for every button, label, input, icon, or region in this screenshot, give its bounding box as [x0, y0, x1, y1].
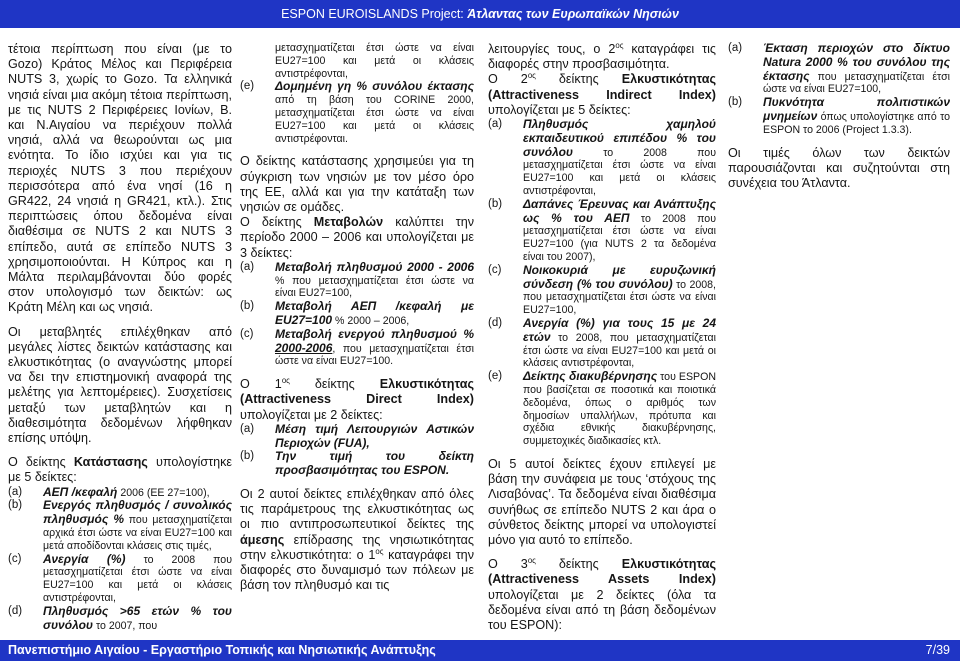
list-label: (a): [240, 422, 255, 435]
text-run: υπολογίζεται με 2 δείκτες:: [240, 407, 383, 422]
emphasized-text: Δείκτης διακυβέρνησης: [523, 369, 658, 384]
paragraph: [488, 42, 716, 72]
text-run: το 2008, που μετασχηματίζεται έτσι ώστε να είναι EU27=100 και μετά οι κλάσεις αντιστρέφονται,: [523, 331, 716, 370]
list-label: (c): [488, 263, 502, 276]
text-run: καταγράφει την διαφορές στο δυναμισμό των πόλεων με βάση τον πληθυσμό και τις: [240, 547, 474, 593]
emphasized-text: Πληθυσμός χαμηλού εκπαιδευτικού επιπέδου % του συνόλου: [523, 117, 716, 159]
text-run: Οι 2 αυτοί δείκτες επιλέχθηκαν από όλες τις παράμετρους της ελκυστικότητας ως οι πιο αντιπροσωπευτικοί δείκτες της: [240, 486, 474, 532]
list-item: [240, 423, 474, 451]
header-bar: [0, 0, 960, 28]
emphasized-text: Ελκυστικότητας (Attractiveness Direct Index): [240, 377, 474, 407]
list-item: [728, 96, 950, 136]
text-run: υπολογίστηκε με 5 δείκτες:: [8, 455, 232, 485]
text-run: Ο δείκτης κατάστασης χρησιμεύει για τη σύγκριση των νησιών με τον μέσο όρο της ΕΕ, αλλά και για την κατάταξη των νησιών σε ομάδες.: [240, 154, 474, 214]
list-item: [488, 198, 716, 264]
text-run: μετασχηματίζεται έτσι ώστε να είναι EU27=100 και μετά οι κλάσεις αντιστρέφονται,: [275, 42, 474, 80]
text-run: που μετασχηματίζεται έτσι ώστε να είναι EU27=100,: [763, 70, 950, 96]
list-label: (e): [240, 80, 255, 93]
emphasized-text: Ανεργία (%) για τους 15 με 24 ετών: [523, 315, 716, 344]
text-run: υπολογίζεται με 5 δείκτες:: [488, 102, 631, 117]
list-item: [240, 80, 474, 145]
text-column-4: [728, 42, 950, 638]
text-run: Οι τιμές όλων των δεικτών παρουσιάζονται και συζητούνται στη συνέχεια του Άτλαντα.: [728, 145, 950, 190]
list-item: [728, 42, 950, 96]
list-item: [8, 605, 232, 633]
emphasized-text: Δαπάνες Έρευνας και Ανάπτυξης ως % του ΑΕΠ: [523, 196, 716, 225]
ordinal-suffix: ος: [375, 546, 384, 556]
paragraph: [240, 377, 474, 423]
text-run: Ο 2: [488, 72, 528, 87]
paragraph: [8, 325, 232, 447]
emphasized-text: Μεταβολή πληθυσμού 2000 - 2006: [275, 259, 474, 274]
emphasized-text: Έκταση περιοχών στο δίκτυο Natura 2000 % του συνόλου της έκτασης: [763, 42, 950, 83]
text-run: λειτουργίες τους, ο 2: [488, 42, 616, 56]
text-run: το 2008 που μετασχηματίζεται έτσι ώστε να είναι EU27=100 και μετά οι κλάσεις αντιστρέφονται,: [43, 553, 232, 605]
list-item-continuation: [240, 42, 474, 80]
emphasized-text: Μεταβολών: [313, 215, 384, 230]
paragraph: [728, 146, 950, 192]
list-label: (b): [8, 499, 23, 512]
text-run: υπολογίζεται με 2 δείκτες (όλα τα δεδομένα είναι από τη βάση δεδομένων του ESPON):: [488, 587, 716, 632]
text-run: Ο 3: [488, 557, 528, 572]
page-number: 7/39: [925, 643, 950, 657]
list-label: (b): [240, 300, 255, 313]
list-item: [8, 486, 232, 500]
emphasized-text: Ανεργία (%): [43, 551, 126, 566]
paragraph: [8, 42, 232, 316]
emphasized-text: Πυκνότητα πολιτιστικών μνημείων: [763, 95, 950, 123]
emphasized-text: Νοικοκυριά με ευρυζωνική σύνδεση (% του συνόλου): [523, 262, 716, 291]
emphasized-text: Πληθυσμός >65 ετών % του συνόλου: [43, 603, 232, 632]
text-column-3: [488, 42, 716, 638]
list-item: [240, 328, 474, 368]
text-run: Οι 5 αυτοί δείκτες έχουν επιλεγεί με βάση την συνάφεια με τους ‘στόχους της Λισαβόνας’. Τα δεδομένα είναι διαθέσιμα συνήθως σε επίπεδο NUTS 2 και άρα ο σύνθετος δείκτης μπορεί να υπολογιστεί μόνο για αυτό το επίπεδο.: [488, 456, 716, 547]
list-label: (b): [240, 450, 255, 463]
text-run: επίδρασης της νησιωτικότητας στην ελκυστικότητα: ο 1: [240, 532, 474, 562]
ordinal-suffix: ος: [527, 555, 536, 565]
footer-bar: [0, 640, 960, 661]
list-item: [240, 450, 474, 478]
list-label: (a): [240, 260, 255, 273]
text-run: Ο δείκτης: [240, 215, 314, 230]
paragraph: [488, 72, 716, 118]
emphasized-text: Μεταβολή ενεργού πληθυσμού %: [275, 326, 474, 341]
text-run: % που μετασχηματίζεται έτσι ώστε να είναι EU27=100,: [275, 274, 474, 300]
text-run: καλύπτει την περίοδο 2000 – 2006 και υπολογίζεται με 3 δείκτες:: [240, 215, 474, 260]
text-run: % 2000 – 2006,: [332, 314, 410, 327]
list-label: (d): [8, 604, 23, 617]
emphasized-text: άμεσης: [240, 532, 285, 547]
list-item: [488, 264, 716, 317]
emphasized-text: Ενεργός πληθυσμός / συνολικός πληθυσμός %: [43, 498, 232, 527]
text-run: το 2008, που μετασχηματίζεται έτσι ώστε να είναι EU27=100,: [523, 278, 716, 317]
ordinal-suffix: ος: [527, 71, 536, 81]
ordinal-suffix: ος: [281, 375, 290, 385]
text-run: καταγράφει τις διαφορές στην προσβασιμότητα.: [488, 42, 716, 72]
list-item: [488, 370, 716, 448]
list-label: (c): [8, 552, 22, 565]
emphasized-text: Την τιμή του δείκτη προσβασιμότητας του ESPON.: [275, 449, 474, 478]
emphasized-text: Μέση τιμή Λειτουργιών Αστικών Περιοχών (FUA),: [275, 421, 474, 450]
list-item: [8, 499, 232, 552]
footer-institution: Πανεπιστήμιο Αιγαίου - Εργαστήριο Τοπικής και Νησιωτικής Ανάπτυξης: [8, 643, 436, 657]
text-run: το 2008 που μετασχηματίζεται έτσι ώστε να είναι EU27=100 και μετά οι κλάσεις αντιστρέφονται,: [523, 146, 716, 197]
text-run: το 2008 που μετασχηματίζεται έτσι ώστε να είναι EU27=100 (για NUTS 2 τα δεδομένα είναι του 2007),: [523, 212, 716, 263]
text-run: δείκτης: [535, 72, 622, 87]
list-label: (d): [488, 316, 503, 329]
list-label: (b): [728, 96, 743, 109]
list-item: [488, 317, 716, 370]
paragraph: [240, 154, 474, 215]
list-item: [8, 553, 232, 605]
list-item: [240, 300, 474, 328]
paragraph: [8, 455, 232, 485]
text-run: όπως υπολογίστηκε από το ESPON το 2006 (Project 1.3.3).: [763, 110, 950, 136]
text-run: το 2007, που: [93, 619, 158, 632]
paragraph: [240, 215, 474, 261]
emphasized-text: Κατάστασης: [73, 455, 148, 470]
text-run: τέτοια περίπτωση που είναι (με το Gozo) Κράτος Μέλος και Περιφέρεια NUTS 3, χωρίς το Gozo. Τα ελληνικά νησιά είναι μια ακόμη τέτοια περίπτωση, με τις NUTS 2 Περιφέρειες Ιονίων, Β. και N.Αιγαίου να περιέχουν πολλά νησιά, αλλά να θεωρούνται ως μια ενότητα. Το ίδιο ισχύει και για τις περιοχές NUTS 3 που περιέχουν περισσότερα από ένα νησί (16 η GR422, 24 νησιά η GR421, κτλ.). Στις περιπτώσεις όπου δεδομένα είναι διαθέσιμα σε NUTS 2 και NUTS 3 επίπεδο, αυτά σε επίπεδο NUTS 3 χρησιμοποιούνται. Η Κύπρος και η Μάλτα περιλαμβάνονται δύο φορές στον υπολογισμό των δεικτών: ως Κράτη Μέλη και ως νησιά.: [8, 42, 232, 315]
text-run: 2006 (ΕΕ 27=100),: [117, 486, 210, 499]
list-label: (c): [240, 327, 254, 340]
header-title-prefix: ESPON EUROISLANDS Project:: [281, 7, 468, 21]
list-label: (a): [728, 42, 743, 54]
paragraph: [488, 557, 716, 633]
list-item: [488, 118, 716, 198]
emphasized-text: Δομημένη γη % συνόλου έκτασης: [275, 79, 474, 94]
text-column-1: [8, 42, 232, 638]
ordinal-suffix: ος: [615, 42, 624, 50]
paragraph: [240, 487, 474, 593]
header-title-main: Άτλαντας των Ευρωπαϊκών Νησιών: [467, 7, 679, 21]
emphasized-text: Ελκυστικότητας (Attractiveness Indirect Index): [488, 72, 716, 102]
list-item: [240, 261, 474, 300]
text-run: Οι μεταβλητές επιλέχθηκαν από μεγάλες λίστες δεικτών κατάστασης και ελκυστικότητας (ο αναγνώστης μπορεί να δει την επιστημονική αναφορά της μελέτης για λεπτομέρειες). Συσχετίσεις μεταξύ των μεταβλητών και η διαθεσιμότητα δεδομένων λήφθηκαν επίσης υπόψη.: [8, 324, 232, 446]
text-run: δείκτης: [535, 557, 622, 572]
list-label: (a): [8, 485, 23, 498]
text-run: που μετασχηματίζεται αρχικά έτσι ώστε να είναι EU27=100 και μετά αποδίδονται κλάσεις στις τιμές,: [43, 514, 232, 552]
text-run: Ο δείκτης: [8, 455, 74, 470]
emphasized-text: Ελκυστικότητας (Attractiveness Assets Index): [488, 557, 716, 587]
text-run: Ο 1: [240, 377, 282, 392]
text-run: , που μετασχηματίζεται έτσι ώστε να είναι EU27=100.: [275, 342, 474, 368]
emphasized-text: 2000-2006: [275, 340, 333, 355]
list-label: (a): [488, 118, 503, 131]
list-label: (b): [488, 197, 503, 210]
text-column-2: [240, 42, 474, 638]
list-label: (e): [488, 370, 503, 383]
emphasized-text: Μεταβολή ΑΕΠ /κεφαλή με EU27=100: [275, 299, 474, 327]
text-run: του ESPON που βασίζεται σε ποσοτικά και ποιοτικά δεδομένα, όπως ο αριθμός των δημοσίων υπαλλήλων, πρότυπα και σχέδια εθνικής διακυβέρνησης, συμμετοχικές διαδικασίες κτλ.: [523, 371, 716, 448]
text-run: από τη βάση του CORINE 2000, μετασχηματίζεται έτσι ώστε να είναι EU27=100 και μετά οι κλάσεις αντιστρέφονται.: [275, 94, 474, 145]
paragraph: [488, 457, 716, 548]
text-run: δείκτης: [289, 377, 380, 392]
emphasized-text: ΑΕΠ /κεφαλή: [43, 484, 118, 499]
